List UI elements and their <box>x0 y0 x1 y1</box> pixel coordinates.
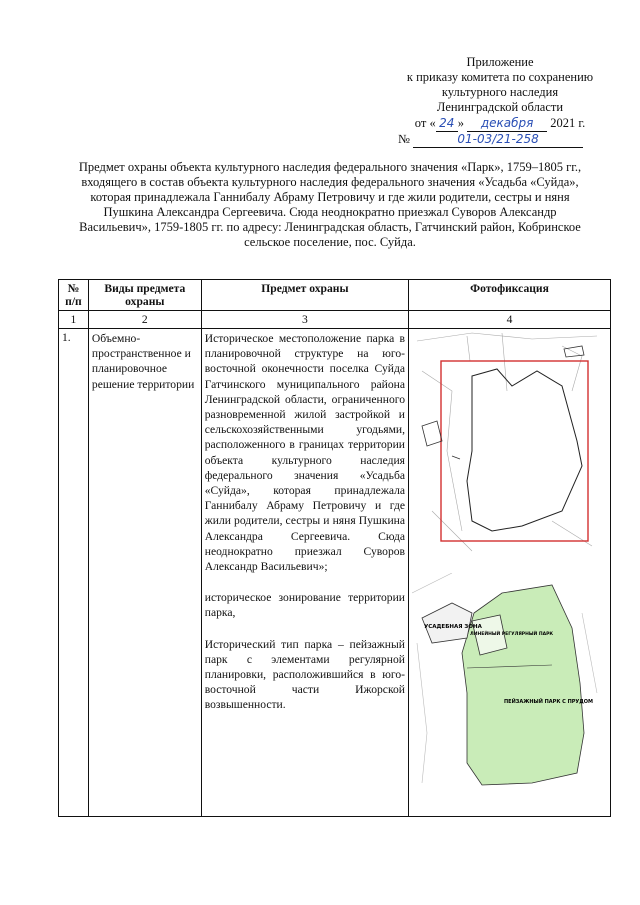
col-number-1: 1 <box>59 311 89 329</box>
order-header <box>380 55 620 148</box>
table-row <box>59 329 611 817</box>
park-boundary <box>467 369 582 531</box>
header-number: № п/п <box>59 280 89 311</box>
col-number-4: 4 <box>409 311 611 329</box>
header-line-2: к приказу комитета по сохранению <box>406 70 594 84</box>
header-subject: Предмет охраны <box>201 280 408 311</box>
estate-zone <box>422 603 472 643</box>
date-mid: » <box>457 116 464 130</box>
number-prefix: № <box>398 132 410 146</box>
header-line-3: культурного наследия <box>441 85 559 99</box>
date-year: 2021 г. <box>550 116 586 130</box>
header-photo: Фотофиксация <box>409 280 611 311</box>
regular-park-label: ЛИНЕЙНЫЙ РЕГУЛЯРНЫЙ ПАРК <box>470 632 554 637</box>
date-month: декабря <box>467 116 547 132</box>
landscape-park-label: ПЕЙЗАЖНЫЙ ПАРК С ПРУДОМ <box>504 699 593 705</box>
numbering-row <box>59 311 611 329</box>
col-number-2: 2 <box>88 311 201 329</box>
header-type: Виды предмета охраны <box>88 280 201 311</box>
subject-paragraph-3: Исторический тип парка – пейзажный парк с элементами регулярной планировки, расположившийся в юго-восточной части Ижорской возвышенности. <box>204 637 406 712</box>
row-subject <box>201 329 408 817</box>
order-date <box>380 116 620 132</box>
park-area <box>462 585 584 785</box>
location-map <box>412 331 602 561</box>
header-line-1: Приложение <box>466 55 534 69</box>
table-header-row <box>59 280 611 311</box>
zoning-map <box>412 573 602 793</box>
boundary-frame <box>441 361 588 541</box>
header-line-4: Ленинградской области <box>436 100 564 114</box>
date-day: 24 <box>436 116 458 132</box>
number-value: 01-03/21-258 <box>413 132 583 148</box>
document-title: Предмет охраны объекта культурного наследия федерального значения «Парк», 1759–1805 гг., входящего в состав объекта культурного наследия федерального значения «Усадьба «Суйда», которая принадлежала Ганнибалу Абраму Петровичу и где жили родители, сестры и няня Пушкина Александра Сергеевича. Сюда неоднократно приезжал Суворов Александр Васильевич», 1759-1805 гг. по адресу: Ленинградская область, Гатчинский район, Кобринское сельское поселение, пос. Суйда. <box>78 160 582 249</box>
estate-zone-label: УСАДЕБНАЯ ЗОНА <box>424 624 482 630</box>
subject-paragraph-1: Историческое местоположение парка в планировочной структуре на юго-восточной оконечности поселка Суйда Гатчинского муниципального района Ленинградской области, ограниченного разновременной жилой застройкой и сельскохозяйственными угодьями, расположенного в границах территории объекта культурного наследия федерального значения «Усадьба «Суйда», которая принадлежала Ганнибалу Абраму Петровичу и где жили родители, сестры и няня Пушкина Александра Сергеевича. Сюда неоднократно приезжал Суворов Александр Васильевич»; <box>204 332 406 574</box>
row-number: 1. <box>59 329 89 817</box>
subject-paragraph-2: историческое зонирование территории парка, <box>204 591 406 620</box>
order-number <box>380 132 620 148</box>
row-type: Объемно-пространственное и планировочное решение территории <box>88 329 201 817</box>
date-prefix: от « <box>414 116 436 130</box>
row-photos <box>409 329 611 817</box>
protection-table <box>58 279 611 817</box>
col-number-3: 3 <box>201 311 408 329</box>
